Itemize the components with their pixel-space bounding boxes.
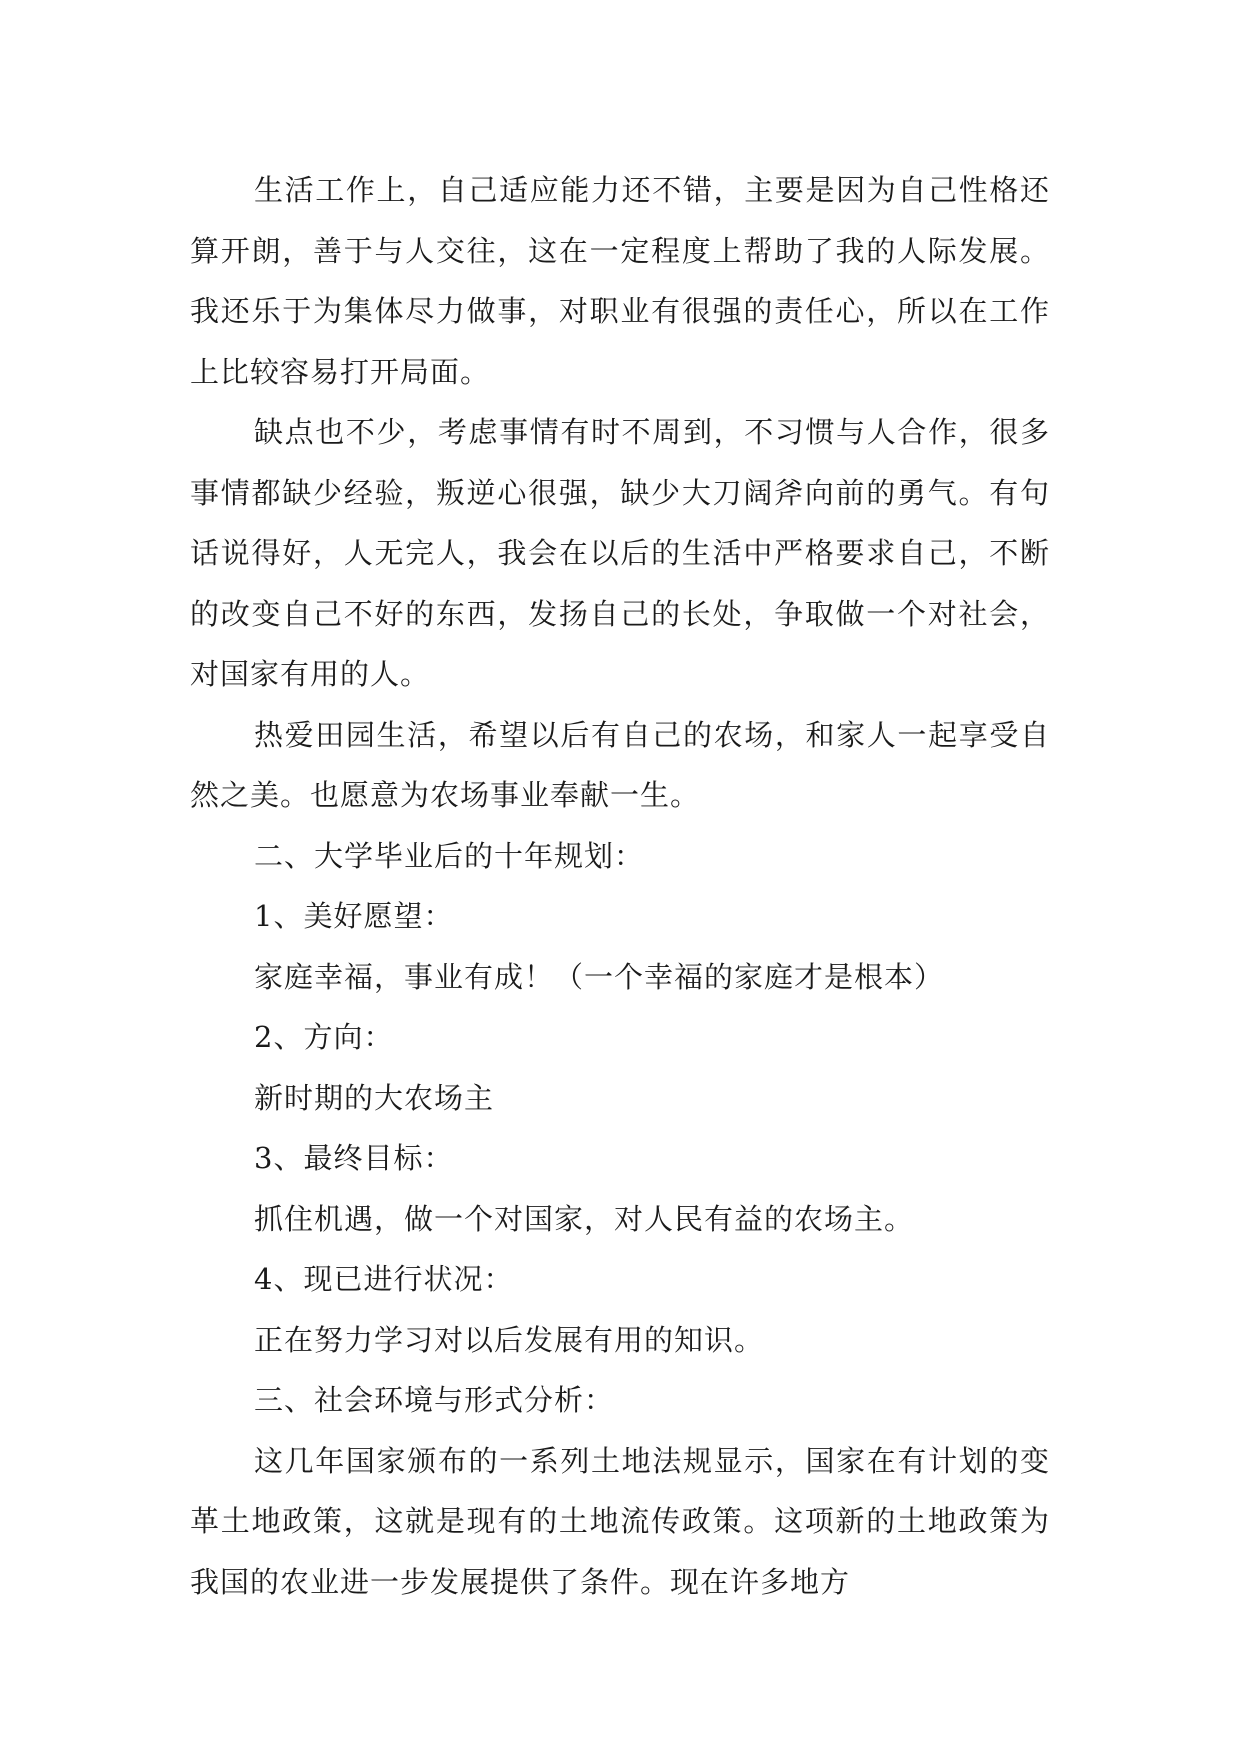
- paragraph-interests: 热爱田园生活，希望以后有自己的农场，和家人一起享受自然之美。也愿意为农场事业奉献一生。: [190, 717, 1050, 812]
- item-heading-direction: 2、方向：: [254, 1020, 394, 1054]
- item-heading-wish: 1、美好愿望：: [254, 899, 454, 933]
- item-text-direction: 新时期的大农场主: [254, 1080, 495, 1115]
- paragraph-weaknesses: 缺点也不少，考虑事情有时不周到，不习惯与人合作，很多事情都缺少经验，叛逆心很强，缺少大刀阔斧向前的勇气。有句话说得好，人无完人，我会在以后的生活中严格要求自己，不断的改变自己不好的东西，发扬自己的长处，争取做一个对社会，对国家有用的人。: [190, 415, 1050, 691]
- item-text-final-goal: 抓住机遇，做一个对国家，对人民有益的农场主。: [254, 1201, 915, 1236]
- item-heading-current-status: 4、现已进行状况：: [254, 1262, 514, 1296]
- section-heading-environment-analysis: 三、社会环境与形式分析：: [254, 1383, 615, 1417]
- item-heading-final-goal: 3、最终目标：: [254, 1141, 454, 1175]
- paragraph-strengths: 生活工作上，自己适应能力还不错，主要是因为自己性格还算开朗，善于与人交往，这在一定程度上帮助了我的人际发展。我还乐于为集体尽力做事，对职业有很强的责任心，所以在工作上比较容易打开局面。: [190, 173, 1050, 389]
- document-body: [190, 160, 1050, 1612]
- section-heading-ten-year-plan: 二、大学毕业后的十年规划：: [254, 838, 645, 873]
- item-text-wish: 家庭幸福，事业有成！（一个幸福的家庭才是根本）: [254, 959, 945, 994]
- item-text-current-status: 正在努力学习对以后发展有用的知识。: [254, 1322, 765, 1357]
- paragraph-land-policy: 这几年国家颁布的一系列土地法规显示，国家在有计划的变革土地政策，这就是现有的土地流传政策。这项新的土地政策为我国的农业进一步发展提供了条件。现在许多地方: [190, 1443, 1050, 1599]
